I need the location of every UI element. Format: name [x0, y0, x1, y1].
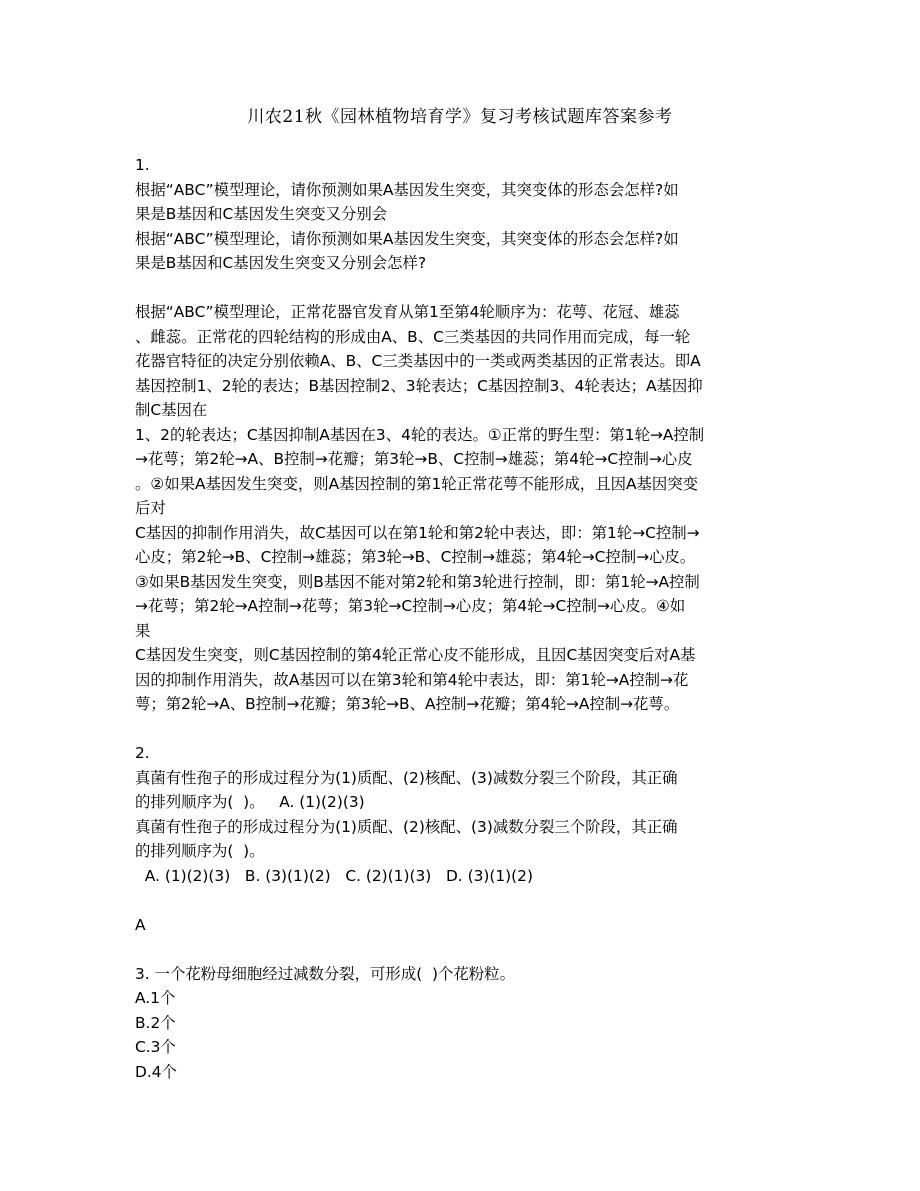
q1-answer-line: 基因控制1、2轮的表达；B基因控制2、3轮表达；C基因控制3、4轮表达；A基因抑 [135, 376, 703, 395]
q1-question-full-line: 根据“ABC”模型理论，请你预测如果A基因发生突变，其突变体的形态会怎样?如 [135, 229, 679, 248]
q1-answer-line: →花萼；第2轮→A、B控制→花瓣；第3轮→B、C控制→雄蕊；第4轮→C控制→心皮 [135, 450, 693, 468]
q1-answer-line: 萼；第2轮→A、B控制→花瓣；第3轮→B、A控制→花瓣；第4轮→A控制→花萼。 [135, 695, 680, 713]
q1-answer-line: 后对 [135, 499, 166, 517]
q3-question: 3. 一个花粉母细胞经过减数分裂，可形成( )个花粉粒。 [135, 964, 515, 983]
q1-answer-line: ③如果B基因发生突变，则B基因不能对第2轮和第3轮进行控制，即：第1轮→A控制 [135, 572, 700, 591]
spacer [135, 888, 785, 913]
q1-answer-line: 。②如果A基因发生突变，则A基因控制的第1轮正常花萼不能形成，且因A基因突变 [135, 474, 699, 493]
q1-answer-line: →花萼；第2轮→A控制→花萼；第3轮→C控制→心皮；第4轮→C控制→心皮。④如 [135, 597, 686, 615]
q1-number: 1. [135, 156, 150, 174]
document-body [135, 153, 785, 1084]
q1-question-full-line: 果是B基因和C基因发生突变又分别会怎样? [135, 254, 427, 272]
q1-answer-line: 制C基因在 [135, 401, 208, 419]
q3-option: B.2个 [135, 1013, 176, 1032]
spacer [135, 937, 785, 962]
q1-answer-line: 花器官特征的决定分别依赖A、B、C三类基因中的一类或两类基因的正常表达。即A [135, 352, 701, 370]
q2-question-line: 真菌有性孢子的形成过程分为(1)质配、(2)核配、(3)减数分裂三个阶段，其正确 [135, 768, 678, 787]
q1-question-line: 果是B基因和C基因发生突变又分别会 [135, 205, 388, 223]
q2-question-full-line: 的排列顺序为( )。 [135, 842, 265, 860]
q1-question-line: 根据“ABC”模型理论，请你预测如果A基因发生突变，其突变体的形态会怎样?如 [135, 180, 679, 199]
q1-answer-line: 根据“ABC”模型理论，正常花器官发育从第1至第4轮顺序为：花萼、花冠、雄蕊 [135, 303, 680, 321]
q1-answer-line: C基因的抑制作用消失，故C基因可以在第1轮和第2轮中表达，即：第1轮→C控制→ [135, 523, 700, 542]
q3-option: A.1个 [135, 989, 176, 1007]
q1-answer-line: 心皮；第2轮→B、C控制→雄蕊；第3轮→B、C控制→雄蕊；第4轮→C控制→心皮。 [135, 548, 696, 566]
q2-question-line: 的排列顺序为( )。 A. (1)(2)(3) [135, 793, 365, 811]
document-title: 川农21秋《园林植物培育学》复习考核试题库答案参考 [247, 107, 673, 127]
q1-answer-line: 因的抑制作用消失，故A基因可以在第3轮和第4轮中表达，即：第1轮→A控制→花 [135, 670, 689, 689]
q2-answer: A [135, 915, 146, 934]
q2-number: 2. [135, 744, 150, 762]
q1-answer-line: 果 [135, 621, 151, 640]
q1-answer-line: C基因发生突变，则C基因控制的第4轮正常心皮不能形成，且因C基因突变后对A基 [135, 646, 696, 664]
q2-question-full-line: 真菌有性孢子的形成过程分为(1)质配、(2)核配、(3)减数分裂三个阶段，其正确 [135, 817, 678, 836]
q1-answer-line: 、雌蕊。正常花的四轮结构的形成由A、B、C三类基因的共同作用而完成，每一轮 [135, 327, 691, 346]
q2-options: A. (1)(2)(3) B. (3)(1)(2) C. (2)(1)(3) D. (3)(1)(2) [135, 866, 533, 885]
q3-option: C.3个 [135, 1038, 176, 1056]
q3-option: D.4个 [135, 1062, 177, 1081]
spacer [135, 276, 785, 301]
q1-answer-line: 1、2的轮表达；C基因抑制A基因在3、4轮的表达。①正常的野生型：第1轮→A控制 [135, 425, 705, 444]
spacer [135, 717, 785, 742]
